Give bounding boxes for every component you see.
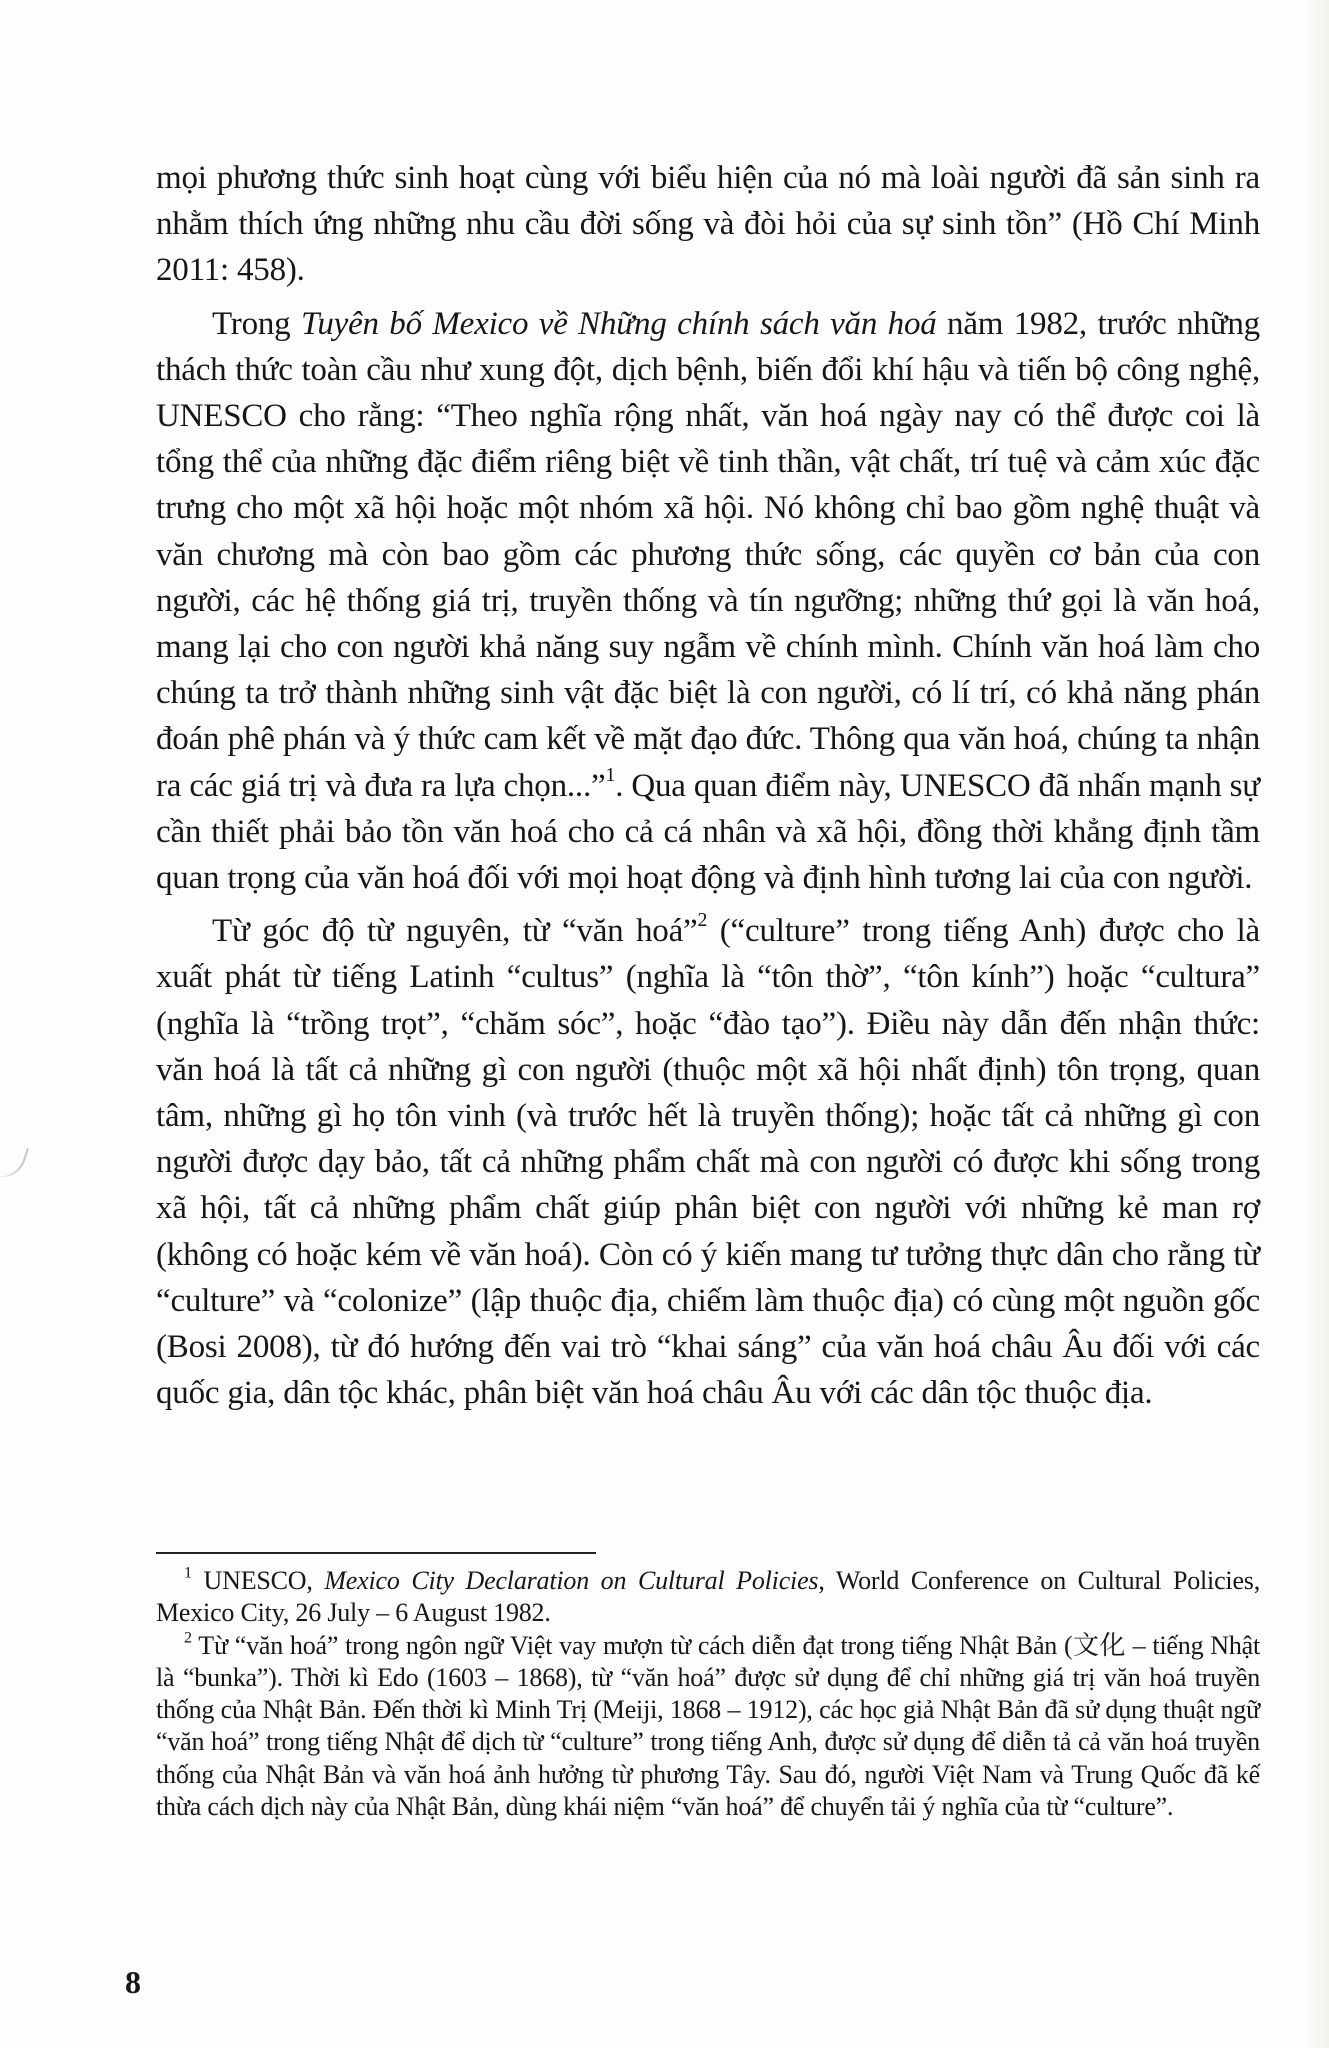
footnote-ref: 1 — [605, 763, 616, 786]
text-run: Trong — [212, 305, 301, 342]
footnote-ref: 2 — [697, 909, 708, 932]
text-run: mọi phương thức sinh hoạt cùng với biểu hiện của nó mà loài người đã sản sinh ra nhằm thích ứng những nhu cầu đời sống và đòi hỏi của sự sinh tồn” (Hồ Chí Minh 2011: 458). — [156, 160, 1260, 289]
margin-scan-mark — [0, 1141, 29, 1183]
paragraph-1 — [156, 155, 1260, 294]
page-number: 8 — [125, 1964, 141, 2000]
footnote-number: 1 — [184, 1564, 192, 1582]
text-run: (“culture” trong tiếng Anh) được cho là xuất phát từ tiếng Latinh “cultus” (nghĩa là “tôn thờ”, “tôn kính”) hoặc “cultura” (nghĩa là “trồng trọt”, “chăm sóc”, hoặc “đào tạo”). Điều này dẫn đến nhận thức: văn hoá là tất cả những gì con người (thuộc một xã hội nhất định) tôn trọng, quan tâm, những gì họ tôn vinh (và trước hết là truyền thống); hoặc tất cả những gì con người được dạy bảo, tất cả những phẩm chất mà con người có được khi sống trong xã hội, tất cả những phẩm chất giúp phân biệt con người với những kẻ man rợ (không có hoặc kém về văn hoá). Còn có ý kiến mang tư tưởng thực dân cho rằng từ “culture” và “colonize” (lập thuộc địa, chiếm làm thuộc địa) có cùng một nguồn gốc (Bosi 2008), từ đó hướng đến vai trò “khai sáng” của văn hoá châu Âu đối với các quốc gia, dân tộc khác, phân biệt văn hoá châu Âu với các dân tộc thuộc địa. — [156, 913, 1260, 1412]
text-run: , World Conference on Cultural Policies, Mexico City, 26 July – 6 August 1982. — [156, 1566, 1260, 1628]
italic-title: Tuyên bố Mexico về Những chính sách văn hoá — [300, 305, 937, 342]
italic-title: Mexico City Declaration on Cultural Policies — [324, 1566, 819, 1595]
text-run: Từ “văn hoá” trong ngôn ngữ Việt vay mượn từ cách diễn đạt trong tiếng Nhật Bản (文化 – tiếng Nhật là “bunka”). Thời kì Edo (1603 – 1868), từ “văn hoá” được sử dụng để chỉ những giá trị văn hoá truyền thống của Nhật Bản. Đến thời kì Minh Trị (Meiji, 1868 – 1912), các học giả Nhật Bản đã sử dụng thuật ngữ “văn hoá” trong tiếng Nhật để dịch từ “culture” trong tiếng Anh, được sử dụng để diễn tả cả văn hoá truyền thống của Nhật Bản và văn hoá ảnh hưởng từ phương Tây. Sau đó, người Việt Nam và Trung Quốc đã kế thừa cách dịch này của Nhật Bản, dùng khái niệm “văn hoá” để chuyển tải ý nghĩa của từ “culture”. — [156, 1630, 1260, 1822]
text-run: năm 1982, trước những thách thức toàn cầu như xung đột, dịch bệnh, biến đổi khí hậu và tiến bộ công nghệ, UNESCO cho rằng: “Theo nghĩa rộng nhất, văn hoá ngày nay có thể được coi là tổng thể của những đặc điểm riêng biệt về tinh thần, vật chất, trí tuệ và cảm xúc đặc trưng cho một xã hội hoặc một nhóm xã hội. Nó không chỉ bao gồm nghệ thuật và văn chương mà còn bao gồm các phương thức sống, các quyền cơ bản của con người, các hệ thống giá trị, truyền thống và tín ngưỡng; những thứ gọi là văn hoá, mang lại cho con người khả năng suy ngẫm về chính mình. Chính văn hoá làm cho chúng ta trở thành những sinh vật đặc biệt là con người, có lí trí, có khả năng phán đoán phê phán và ý thức cam kết về mặt đạo đức. Thông qua văn hoá, chúng ta nhận ra các giá trị và đưa ra lựa chọn...” — [156, 305, 1260, 804]
text-run: Từ góc độ từ nguyên, từ “văn hoá” — [212, 913, 698, 950]
paragraph-2 — [156, 301, 1260, 902]
text-run: UNESCO, — [191, 1566, 325, 1595]
text-run: . Qua quan điểm này, UNESCO đã nhấn mạnh sự cần thiết phải bảo tồn văn hoá cho cả cá nhân và xã hội, đồng thời khẳng định tầm quan trọng của văn hoá đối với mọi hoạt động và định hình tương lai của con người. — [156, 767, 1260, 897]
body-text — [156, 155, 1260, 1416]
page-edge-shadow — [1309, 0, 1329, 2048]
footnotes — [156, 1565, 1260, 1823]
footnote-separator — [156, 1552, 596, 1554]
footnote-2 — [156, 1630, 1260, 1824]
footnote-number: 2 — [184, 1629, 192, 1647]
paragraph-3 — [156, 908, 1260, 1416]
footnote-1 — [156, 1565, 1260, 1630]
